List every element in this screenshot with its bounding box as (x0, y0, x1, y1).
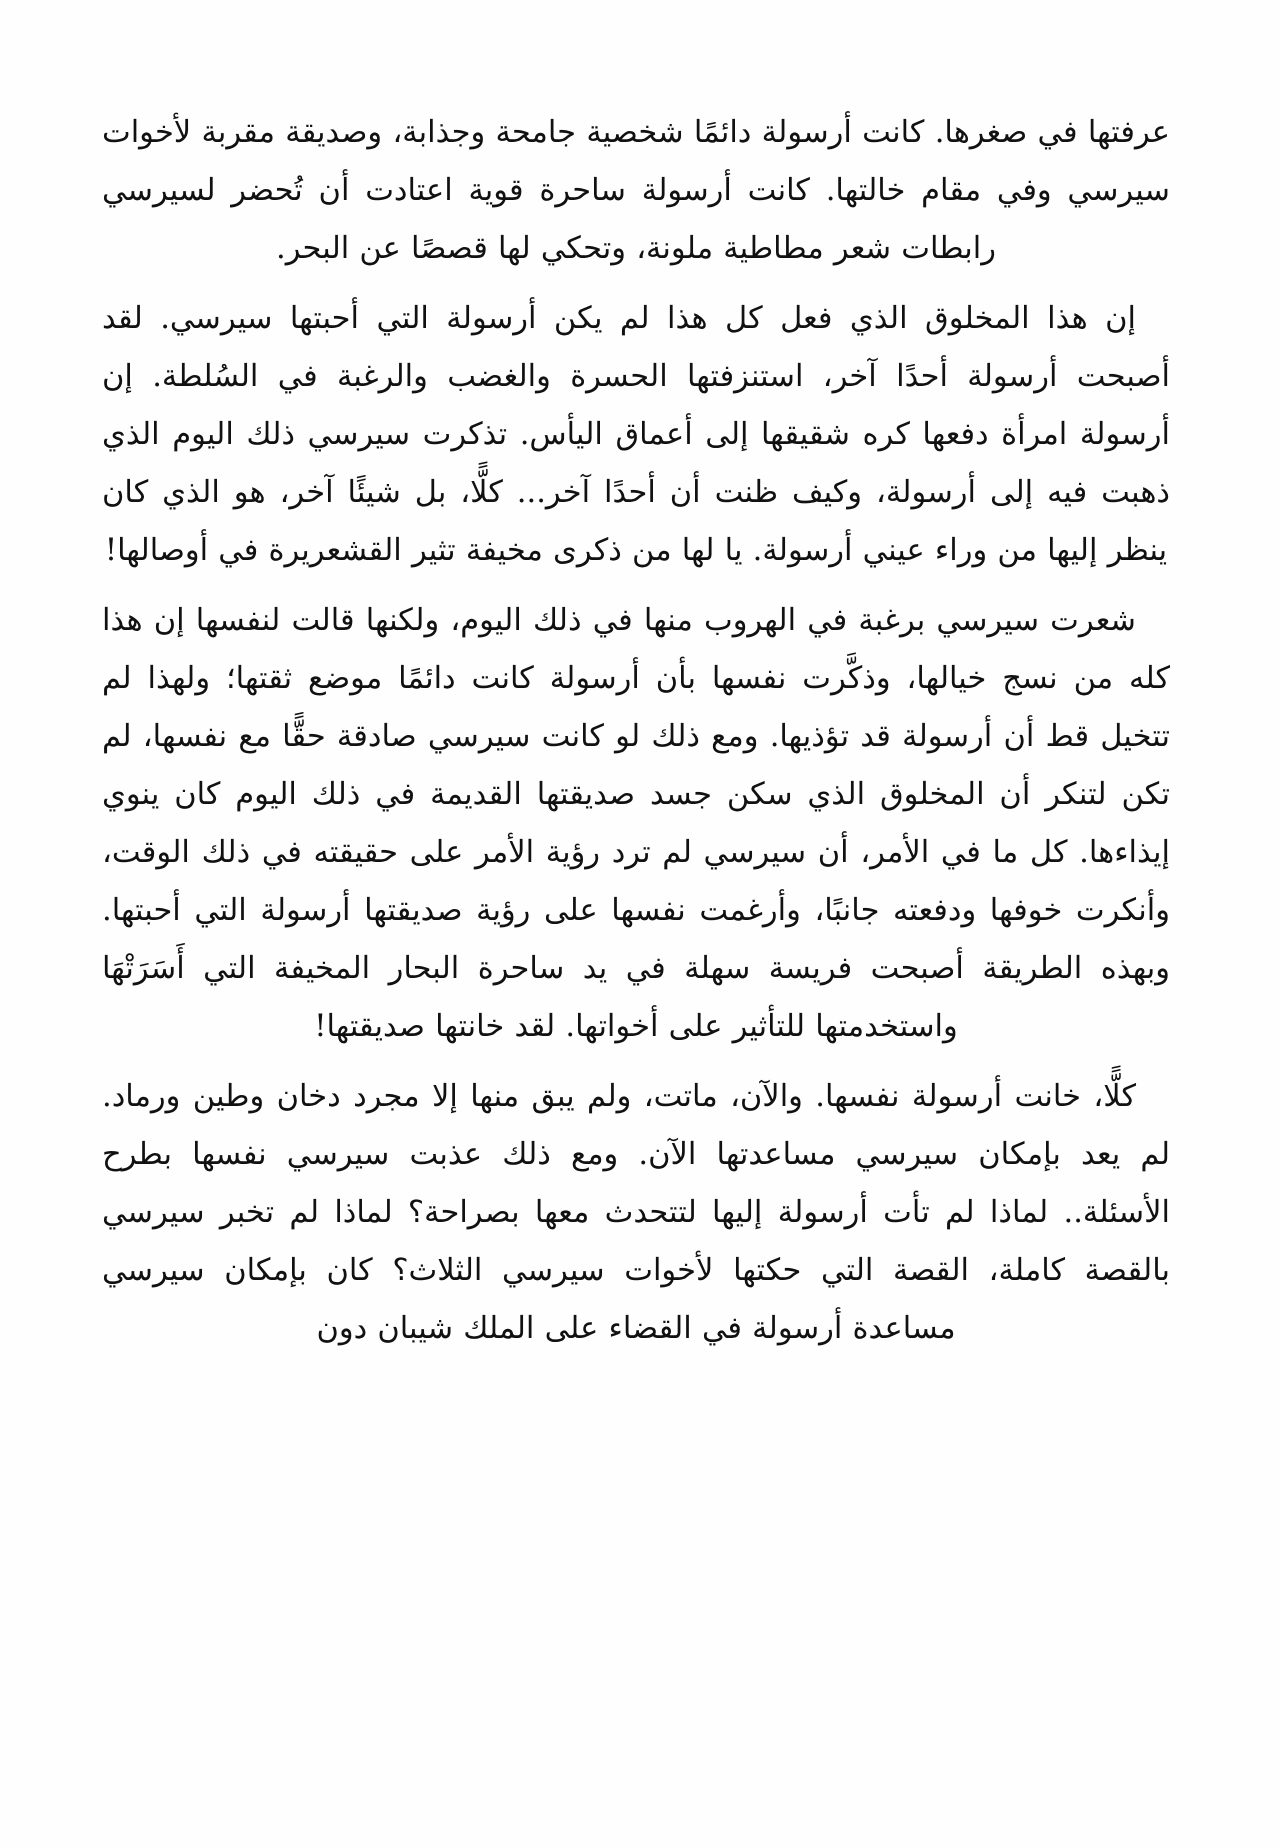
page-text-body (102, 104, 1170, 1358)
paragraph-2: إن هذا المخلوق الذي فعل كل هذا لم يكن أرسولة التي أحبتها سيرسي. لقد أصبحت أرسولة أحدًا آخر، استنزفتها الحسرة والغضب والرغبة في السُلطة. إن أرسولة امرأة دفعها كره شقيقها إلى أعماق اليأس. تذكرت سيرسي ذلك اليوم الذي ذهبت فيه إلى أرسولة، وكيف ظنت أن أحدًا آخر... كلًّا، بل شيئًا آخر، هو الذي كان ينظر إليها من وراء عيني أرسولة. يا لها من ذكرى مخيفة تثير القشعريرة في أوصالها! (102, 301, 1170, 568)
paragraph-3: شعرت سيرسي برغبة في الهروب منها في ذلك اليوم، ولكنها قالت لنفسها إن هذا كله من نسج خيالها، وذكَّرت نفسها بأن أرسولة كانت دائمًا موضع ثقتها؛ ولهذا لم تتخيل قط أن أرسولة قد تؤذيها. ومع ذلك لو كانت سيرسي صادقة حقًّا مع نفسها، لم تكن لتنكر أن المخلوق الذي سكن جسد صديقتها القديمة في ذلك اليوم كان ينوي إيذاءها. كل ما في الأمر، أن سيرسي لم ترد رؤية الأمر على حقيقته في ذلك الوقت، وأنكرت خوفها ودفعته جانبًا، وأرغمت نفسها على رؤية صديقتها أرسولة التي أحبتها. وبهذه الطريقة أصبحت فريسة سهلة في يد ساحرة البحار المخيفة التي أَسَرَتْهَا واستخدمتها للتأثير على أخواتها. لقد خانتها صديقتها! (102, 603, 1170, 1044)
paragraph-4: كلًّا، خانت أرسولة نفسها. والآن، ماتت، ولم يبق منها إلا مجرد دخان وطين ورماد. لم يعد بإمكان سيرسي مساعدتها الآن. ومع ذلك عذبت سيرسي نفسها بطرح الأسئلة.. لماذا لم تأت أرسولة إليها لتتحدث معها بصراحة؟ لماذا لم تخبر سيرسي بالقصة كاملة، القصة التي حكتها لأخوات سيرسي الثلاث؟ كان بإمكان سيرسي مساعدة أرسولة في القضاء على الملك شيبان دون (102, 1079, 1170, 1346)
paragraph-1: عرفتها في صغرها. كانت أرسولة دائمًا شخصية جامحة وجذابة، وصديقة مقربة لأخوات سيرسي وفي مقام خالتها. كانت أرسولة ساحرة قوية اعتادت أن تُحضر لسيرسي رابطات شعر مطاطية ملونة، وتحكي لها قصصًا عن البحر. (102, 115, 1170, 266)
